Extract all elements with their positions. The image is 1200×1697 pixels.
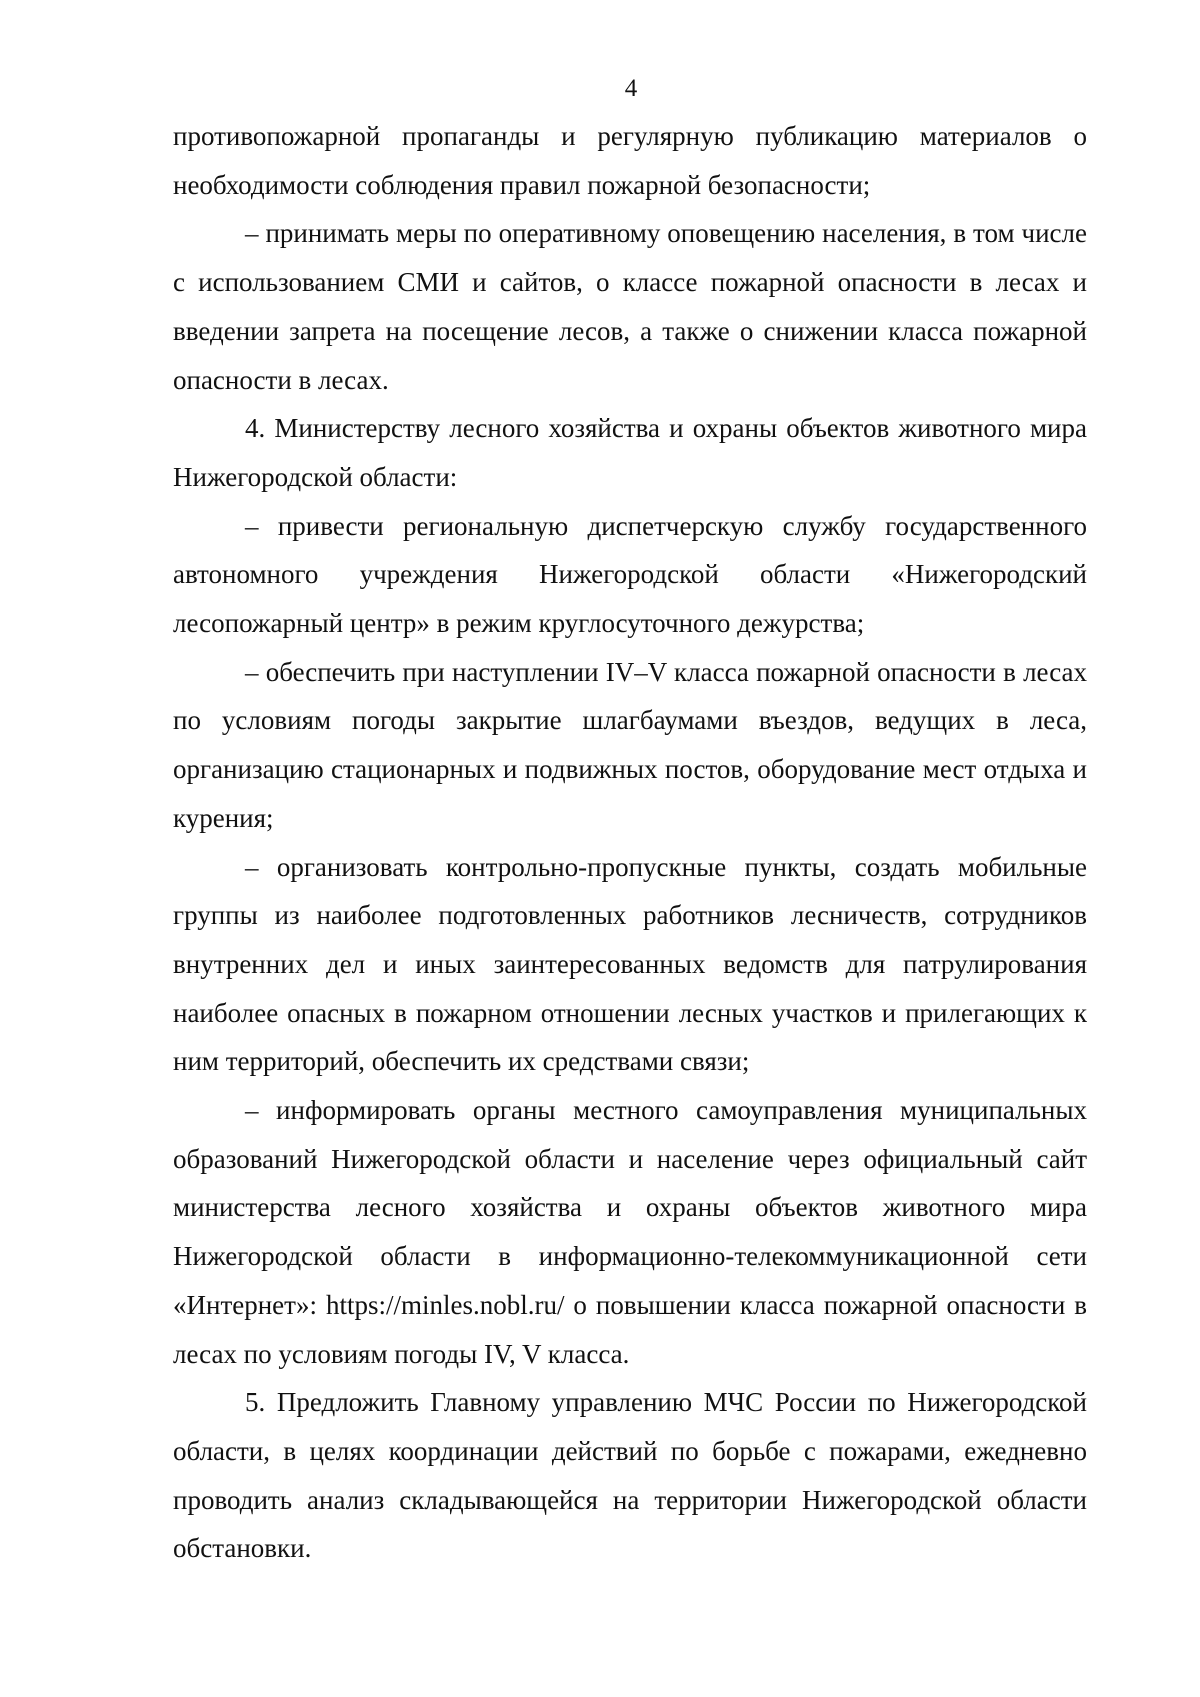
paragraph-checkpoints-patrols: – организовать контрольно-пропускные пункты, создать мобильные группы из наиболее подготовленных работников лесничеств, сотрудников внутренних дел и иных заинтересованных ведомств для патрулирования наиболее опасных в пожарном отношении лесных участков и прилегающих к ним территорий, обеспечить их средствами связи;: [173, 851, 1087, 1077]
paragraph-continuation: противопожарной пропаганды и регулярную публикацию материалов о необходимости соблюдения правил пожарной безопасности;: [173, 121, 1087, 200]
paragraph-inform-authorities: – информировать органы местного самоуправления муниципальных образований Нижегородской области и население через официальный сайт министерства лесного хозяйства и охраны объектов животного мира Нижегородской области в информационно-телекоммуникационной сети «Интернет»: https://minles.nobl.ru/ о повышении класса пожарной опасности в лесах по условиям погоды IV, V класса.: [173, 1095, 1087, 1369]
paragraph-notify-population: – принимать меры по оперативному оповещению населения, в том числе с использованием СМИ и сайтов, о классе пожарной опасности в лесах и введении запрета на посещение лесов, а также о снижении класса пожарной опасности в лесах.: [173, 218, 1087, 395]
page-number: 4: [624, 75, 638, 102]
paragraph-item-4-ministry: 4. Министерству лесного хозяйства и охраны объектов животного мира Нижегородской области:: [173, 413, 1087, 492]
paragraph-barriers-posts: – обеспечить при наступлении IV–V класса пожарной опасности в лесах по условиям погоды закрытие шлагбаумами въездов, ведущих в леса, организацию стационарных и подвижных постов, оборудование мест отдыха и курения;: [173, 656, 1087, 833]
paragraph-dispatch-service: – привести региональную диспетчерскую службу государственного автономного учреждения Нижегородской области «Нижегородский лесопожарный центр» в режим круглосуточного дежурства;: [173, 510, 1087, 639]
document-body: [173, 112, 1087, 1573]
paragraph-item-5-emercom: 5. Предложить Главному управлению МЧС России по Нижегородской области, в целях координации действий по борьбе с пожарами, ежедневно проводить анализ складывающейся на территории Нижегородской области обстановки.: [173, 1387, 1087, 1564]
